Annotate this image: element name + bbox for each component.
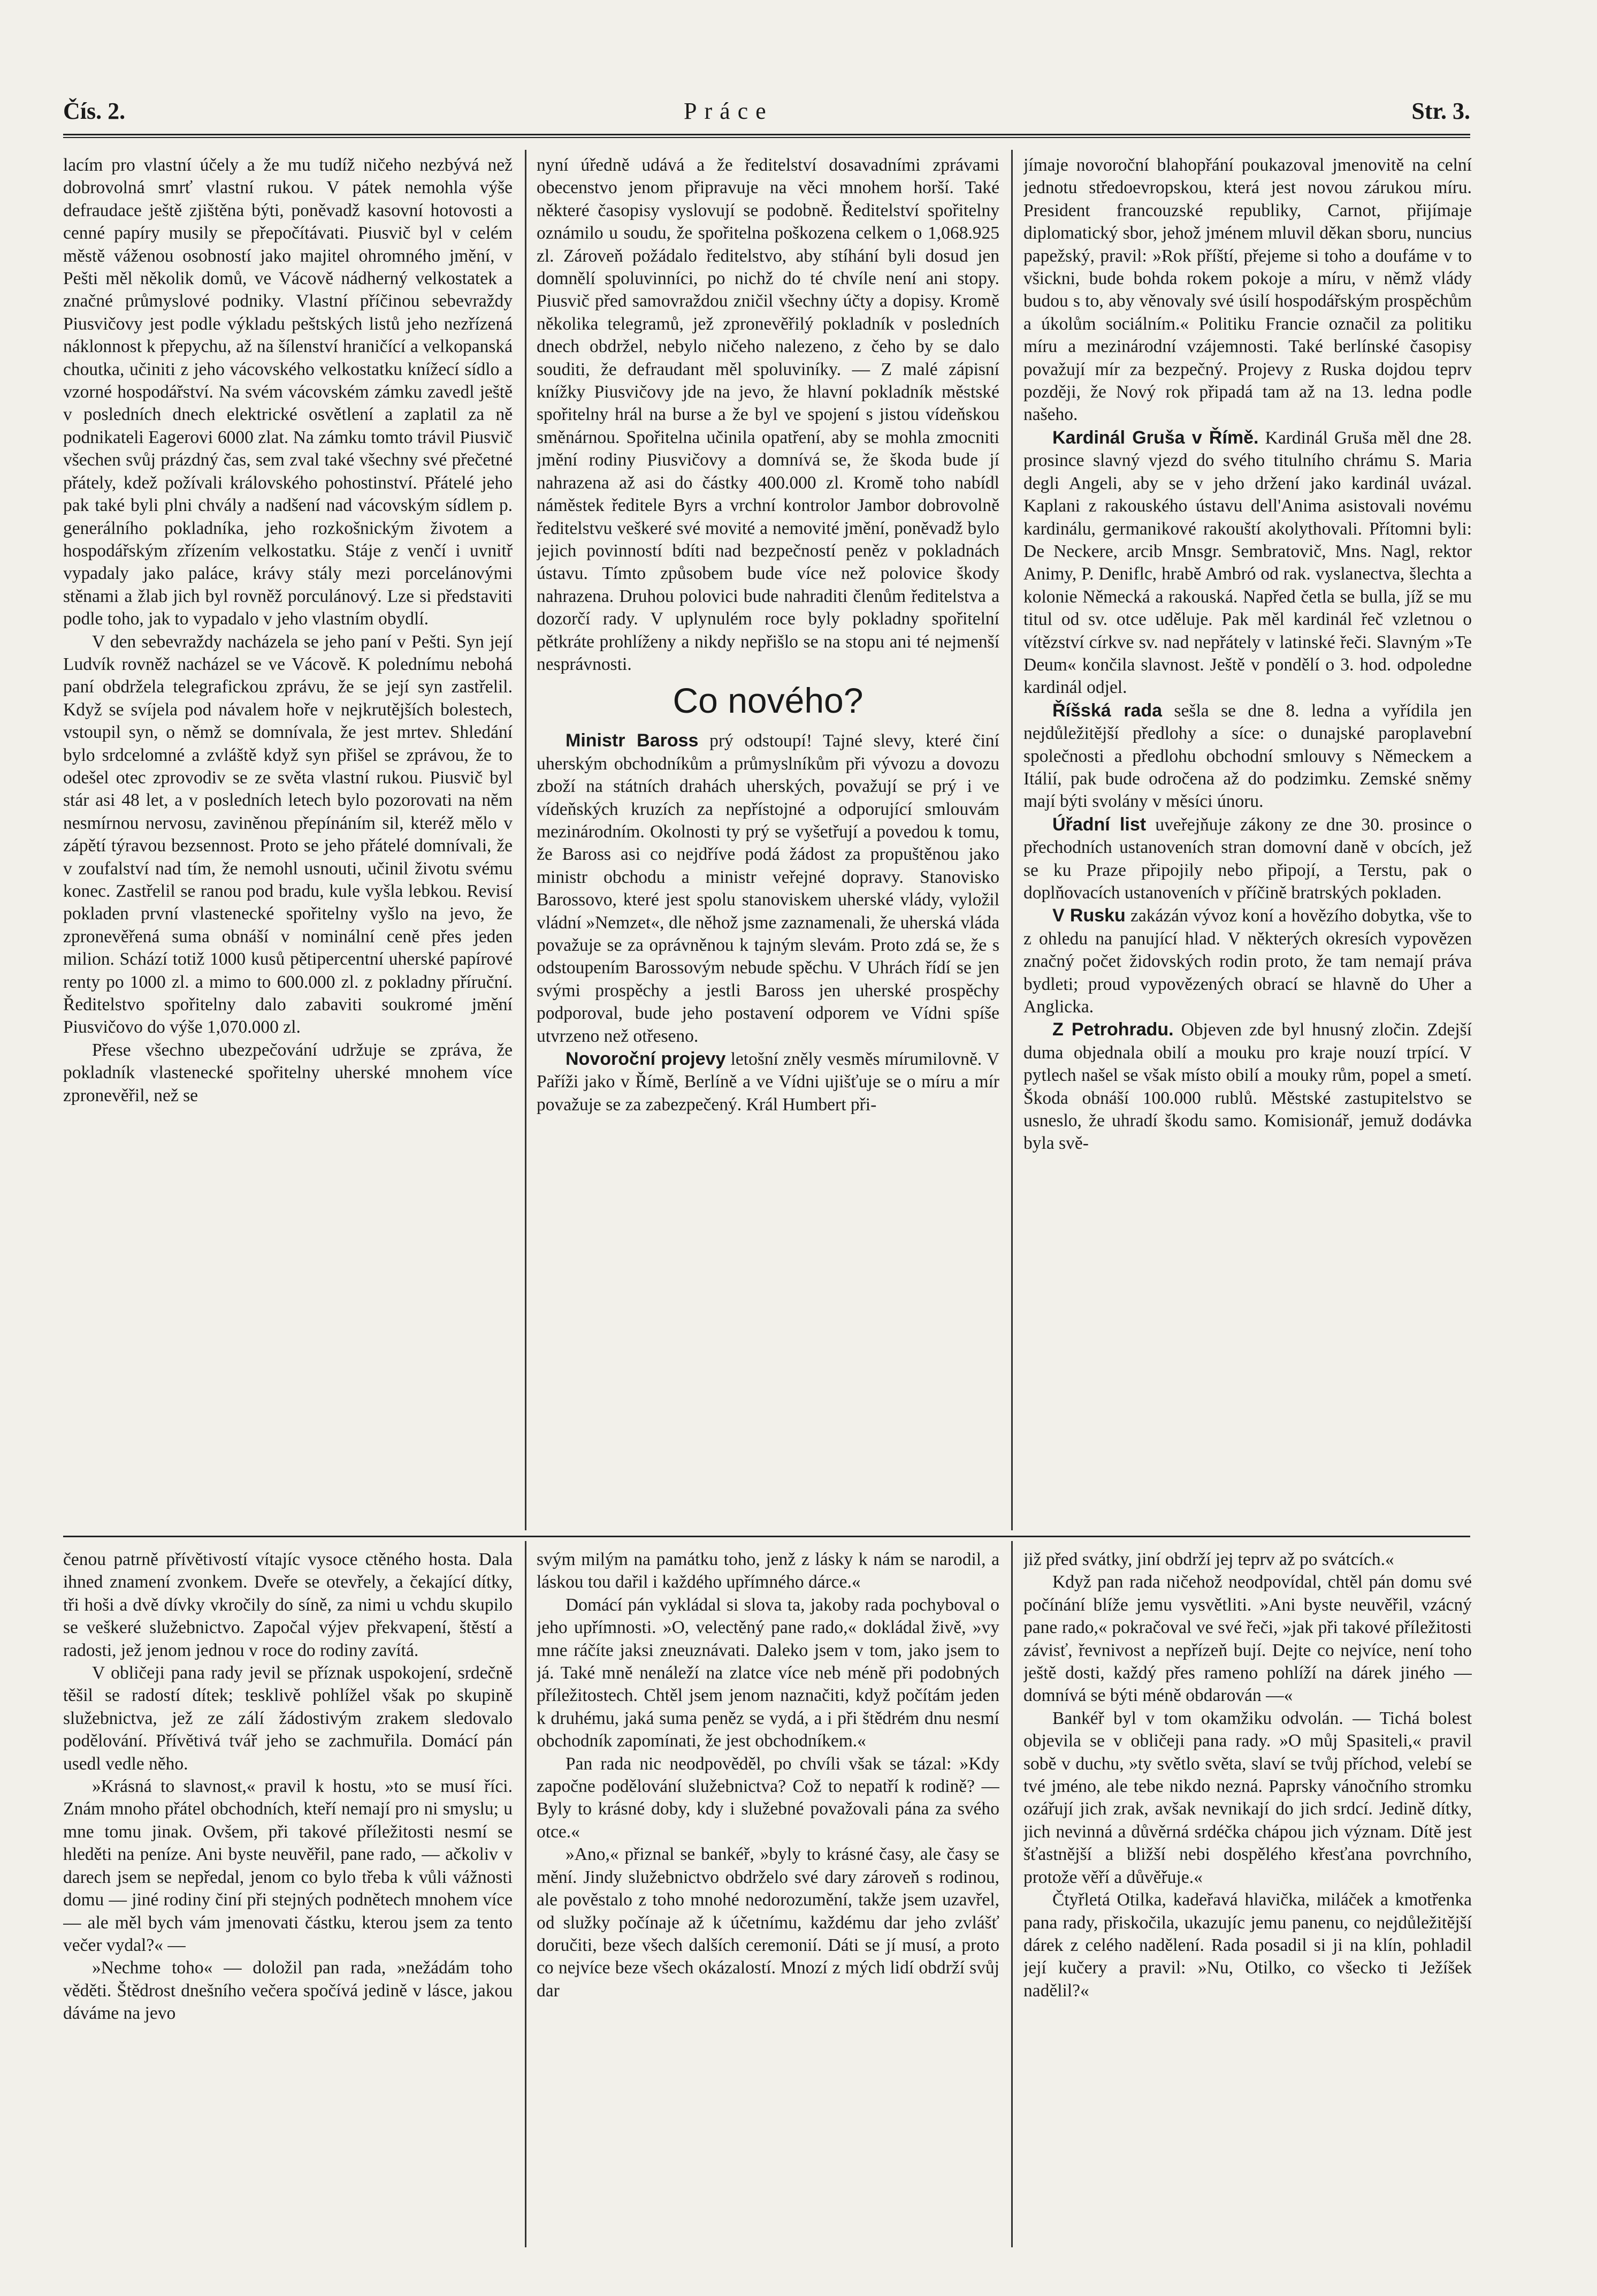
paragraph-text: prý odstoupí! Tajné slevy, které činí uherským obchodníkům a průmyslníkům při vývozu a dovozu zboží na státních drahách uherských, považují se prý i ve vídeňských kruzích za nepřístojné a odporující smlouvám mezinárodním. Okolnosti ty prý se vyšetřují a povedou k tomu, že Baross asi co nejdříve podá žádost za propuštěnou jako ministr obchodu a ministr veřejné dopravy. Stanovisko Barossovo, které jest spolu stanoviskem uherské vlády, vyložil vládní »Nemzet«, dle něhož jsme zaznamenali, že uherská vláda považuje se za oprávněnou k tajným slevám. Proto zdá se, že s odstoupením Barossovým nebude spěchu. V Uhrách řídí se jen svými prospěchy a jestli Baross jen uherské prospěchy podporoval, bude jeho postavení odporem ve Vídni spíše utvrzeno než otřeseno. xyxy=(537,731,999,1046)
paragraph-text: již před svátky, jiní obdrží jej teprv až po svátcích.« xyxy=(1023,1550,1394,1569)
article-paragraph xyxy=(63,1775,513,1957)
paragraph-text: letošní zněly vesměs mírumilovně. V Paříži jako v Římě, Berlíně a ve Vídni ujišťuje se o míru a mír považuje se za zabezpečený. Král Humbert při- xyxy=(537,1049,999,1115)
page-number: Str. 3. xyxy=(1411,98,1470,124)
article-paragraph xyxy=(1023,904,1472,1018)
article-paragraph xyxy=(537,1594,999,1753)
news-headline: Novoroční projevy xyxy=(566,1049,726,1070)
column-divider xyxy=(1011,1541,1013,2247)
header-rule-thin xyxy=(63,137,1470,138)
paragraph-text: V obličeji pana rady jevil se příznak uspokojení, srdečně těšil se radostí dítek; tesklivě pohlížel však po skupině služebnictva, jež ze zálí žádostivým zrakem sledovalo podělování. Přívětivá tvář jeho se zachmuřila. Domácí pán usedl vedle něho. xyxy=(63,1663,513,1774)
article-paragraph xyxy=(63,1039,513,1107)
article-paragraph xyxy=(537,729,999,1048)
article-paragraph xyxy=(1023,813,1472,905)
paragraph-text: Čtyřletá Otilka, kadeřavá hlavička, miláček a kmotřenka pana rady, přiskočila, ukazujíc jemu panenu, co nejdůležitější dárek z celého nadělení. Rada posadil si ji na klín, pohladil její kučery a pravil: »Nu, Otilko, co všecko ti Ježíšek nadělil?« xyxy=(1023,1890,1472,2001)
article-paragraph xyxy=(63,154,513,631)
news-headline: Z Petrohradu. xyxy=(1052,1019,1174,1040)
lower-column-3 xyxy=(1023,1549,1472,2244)
paragraph-text: Přese všechno ubezpečování udržuje se zpráva, že pokladník vlastenecké spořitelny uherské mnohem více zpronevěřil, než se xyxy=(63,1040,513,1105)
paragraph-text: Objeven zde byl hnusný zločin. Zdejší duma objednala obilí a mouku pro kraje nouzí trpící. V pytlech našel se však místo obilí a mouky rům, popel a smetí. Škoda obnáší 100.000 rublů. Městské zastupitelstvo se usneslo, že uhradí škodu samo. Komisionář, jemuž dodávka byla svě- xyxy=(1023,1020,1472,1154)
issue-number: Čís. 2. xyxy=(63,98,126,124)
article-paragraph xyxy=(1023,1549,1472,1571)
header-rule xyxy=(63,134,1470,135)
paragraph-text: Domácí pán vykládal si slova ta, jakoby rada pochyboval o jeho upřímnosti. »O, velectěný pane rado,« dokládal živě, »vy mne ráčíte jaksi zneuznávati. Daleko jsem v tom, jako jsem to já. Také mně nenáleží na zlatce více neb méně při podobných příležitostech. Chtěl jsem jenom naznačiti, když počítám jeden k druhému, jaká suma peněz se vydá, a i při štědrém dnu nesmí obchodník zapomínati, že jest obchodníkem.« xyxy=(537,1595,999,1751)
article-paragraph xyxy=(63,1957,513,2025)
paragraph-text: nyní úředně udává a že ředitelství dosavadními zprávami obecenstvo jenom připravuje na věci mnohem horší. Také některé časopisy vyslovují se podobně. Ředitelství spořitelny oznámilo u soudu, že spořitelna poškozena celkem o 1,068.925 zl. Zároveň požádalo ředitelstvo, aby stíhání byli dosud jen domnělí spoluvinníci, po nichž do té chvíle není ani stopy. Piusvič před samovraždou zničil všechny účty a dopisy. Kromě několika telegramů, jež zpronevěřilý pokladník v posledních dnech obdržel, nebylo ničeho nalezeno, z čeho by se dalo souditi, že defraudant měl spoluviníky. — Z malé zápisní knížky Piusvičovy jde na jevo, že hlavní pokladník městské spořitelny hrál na burse a že byl ve spojení s jistou vídeňskou směnárnou. Spořitelna učinila opatření, aby se mohla zmocniti jmění rodiny Piusvičovy a domnívá se, že škoda bude jí nahrazena až asi do částky 400.000 zl. Kromě toho nabídl náměstek ředitele Byrs a vrchní kontrolor Jambor dobrovolně ředitelstvu veškeré své movité a nemovité jmění, poněvadž bylo jejich povinností bdíti nad bezpečností peněz v pokladnách ústavu. Tímto způsobem bude více než polovice škody nahrazena. Druhou polovici bude nahraditi členům ředitelstva a dozorčí rady. V uplynulém roce byly pokladny spořitelní pětkráte prohlíženy a nikdy nepřišlo se na stopu ani té nejmenší nesprávnosti. xyxy=(537,155,999,674)
paragraph-text: »Krásná to slavnost,« pravil k hostu, »to se musí říci. Znám mnoho přátel obchodních, kteří nemají pro ni smyslu; u mne tomu jinak. Ovšem, při takové příležitosti nesmí se hleděti na peníze. Ani byste neuvěřil, pane rado, — ačkoliv v darech jsem se nepředal, jenom co bylo třeba k vůli vážnosti domu — jiné rodiny činí při stejných podnětech mnohem více — ale měl bych vám jmenovati částku, kterou jsem za tento večer vydal?« — xyxy=(63,1776,513,1955)
column-divider xyxy=(1011,150,1013,1530)
lower-column-2 xyxy=(537,1549,999,2244)
news-headline: Ministr Baross xyxy=(566,730,699,751)
paragraph-text: sešla se dne 8. ledna a vyřídila jen nejdůležitější předlohy a síce: o dunajské paroplavební společnosti a předlohu obchodní smlouvy s Německem a Itálií, pak bude odročena až do podzimku. Zemské sněmy mají býti svolány v měsíci únoru. xyxy=(1023,700,1472,812)
article-paragraph xyxy=(1023,1018,1472,1155)
article-paragraph xyxy=(537,1843,999,2002)
news-headline: Říšská rada xyxy=(1052,700,1163,721)
article-paragraph xyxy=(1023,1571,1472,1707)
article-paragraph xyxy=(1023,699,1472,813)
paragraph-text: Bankéř byl v tom okamžiku odvolán. — Tichá bolest objevila se v obličeji pana rady. »O můj Spasiteli,« pravil sobě v duchu, »ty světlo světa, slaví se tvůj příchod, velebí se tvé jméno, ale tebe nikdo nezná. Paprsky vánočního stromku ozářují jich zrak, avšak nevnikají do jich srdcí. Jedině dítky, jich nevinná a důvěrná srdéčka chápou jich význam. Dítě jest šťastnější a bližší nebi dospělého křesťana povrchního, protože věří a důvěřuje.« xyxy=(1023,1708,1472,1887)
paragraph-text: Pan rada nic neodpověděl, po chvíli však se tázal: »Kdy započne podělování služebnictva? Což to nepatří k rodině? — Byly to krásné doby, kdy i služebné považovali pána za svého otce.« xyxy=(537,1753,999,1842)
paragraph-text: »Ano,« přiznal se bankéř, »byly to krásné časy, ale časy se mění. Jindy služebnictvo obdrželo své dary zároveň s rodinou, ale pověstalo z toho mnohé nedorozumění, takže jsem uzavřel, od služky počínaje až k účetnímu, každému dar jeho zvlášť doručiti, beze všech dalších ceremonií. Dáti se jí musí, a proto co nejvíce beze všech okázalostí. Mnozí z mých lidí obdrží svůj dar xyxy=(537,1844,999,2001)
article-paragraph xyxy=(1023,154,1472,426)
article-paragraph xyxy=(537,1048,999,1116)
paragraph-text: jímaje novoroční blahopřání poukazoval jmenovitě na celní jednotu středoevropskou, která jest novou zárukou míru. President francouzské republiky, Carnot, přijímaje diplomatický sbor, jehož jménem mluvil děkan sboru, nuncius papežský, pravil: »Rok příští, přejeme si toho a doufáme v to všickni, bude bohda rokem pokoje a míru, v němž vlády budou s to, aby věnovaly své úsilí hospodářským prospěchům a úkolům sociálním.« Politiku Francie označil za politiku míru a mezinárodní vzájemnosti. Také berlínské časopisy považují mír za bezpečný. Projevy z Ruska dojdou teprv později, že Nový rok připadá tam až na 13. ledna podle našeho. xyxy=(1023,155,1472,425)
article-paragraph xyxy=(1023,1889,1472,2002)
article-paragraph xyxy=(537,154,999,676)
paragraph-text: uveřejňuje zákony ze dne 30. prosince o přechodních ustanoveních stran domovní daně v obcích, jež se ku Praze připojily nebo připojí, a Terstu, pak o doplňovacích ustanoveních v příčině bratrských pokladen. xyxy=(1023,814,1472,903)
paragraph-text: Když pan rada ničehož neodpovídal, chtěl pán domu své počínání blíže jemu vysvětliti. »Ani byste neuvěřil, vzácný pane rado,« pokračoval ve své řeči, »jak při takové příležitosti závisť, řevnivost a nepřízeň bují. Dejte co nejvíce, není toho ještě dosti, každý přes rameno pohlíží na dárek jiného — domnívá se býti méně obdarován —« xyxy=(1023,1572,1472,1706)
news-headline: V Rusku xyxy=(1052,905,1126,926)
newspaper-title: Práce xyxy=(684,98,774,124)
article-paragraph xyxy=(63,631,513,1039)
article-paragraph xyxy=(537,1549,999,1594)
article-paragraph xyxy=(1023,1707,1472,1889)
upper-column-1 xyxy=(63,154,513,1529)
paragraph-text: V den sebevraždy nacházela se jeho paní v Pešti. Syn její Ludvík rovněž nacházel se ve Vácově. K polednímu nebohá paní obdržela telegrafickou zprávu, že se její syn zastřelil. Když se svíjela pod návalem hoře v nejkrutějších bolestech, vstoupil syn, o němž se domnívala, že jest mrtev. Shledání bylo srdcelomné a zvláště když syn přišel se zprávou, že to odešel otec zprovodiv se ze světa vlastní rukou. Piusvič byl stár asi 48 let, a v posledních letech bylo pozorovati na něm nesmírnou nervosu, zaviněnou přepínáním sil, kteréž mělo v zápětí týravou bezsennost. Proto se jeho přátelé domnívali, že v zoufalství nad tím, že nemohl usnouti, učinil životu svému konec. Zastřelil se ranou pod bradu, kule vyšla lebkou. Revisí pokladen první vlastenecké spořitelny vyšlo na jevo, že zpronevěřená suma obnáší v nominální ceně přes jeden milion. Schází totiž 1000 kusů pětipercentní uherské papírové renty po 1000 zl. a mimo to 600.000 zl. z pokladny příruční. Ředitelstvo spořitelny dalo zabaviti soukromé jmění Piusvičovo do výše 1,070.000 zl. xyxy=(63,631,513,1038)
article-paragraph xyxy=(63,1662,513,1775)
column-divider xyxy=(525,1541,526,2247)
section-title: Co nového? xyxy=(673,681,864,721)
article-paragraph xyxy=(537,1753,999,1844)
paragraph-text: zakázán vývoz koní a hovězího dobytka, vše to z ohledu na panující hlad. V některých okresích vypovězen značný počet židovských rodin proto, že tam nemají práva bydleti; proud vypovězených obrací se hlavně do Uher a Anglicka. xyxy=(1023,906,1472,1017)
page-header xyxy=(63,97,1470,129)
lower-column-1 xyxy=(63,1549,513,2244)
paragraph-text: »Nechme toho« — doložil pan rada, »nežádám toho věděti. Štědrost dnešního večera spočívá jedině v lásce, jakou dáváme na jevo xyxy=(63,1958,513,2024)
upper-column-2 xyxy=(537,154,999,1529)
paragraph-text: čenou patrně přívětivostí vítajíc vysoce ctěného hosta. Dala ihned znamení zvonkem. Dveře se otevřely, a čekající dítky, tři hoši a dvě dívky vkročily do síně, za nimi u vchdu skupilo se veškeré služebnictvo. Započal výjev překvapení, štěstí a radosti, jež jenom jednou v roce do rodiny zavítá. xyxy=(63,1550,513,1660)
news-headline: Kardinál Gruša v Římě. xyxy=(1052,427,1259,448)
paragraph-text: Kardinál Gruša měl dne 28. prosince slavný vjezd do svého titulního chrámu S. Maria degli Angeli, aby se v jeho držení jako kardinál uvázal. Kaplani z rakouského ústavu dell'Anima asistovali novému kardinálu, germanikové rakouští akolythovali. Přítomni byli: De Neckere, arcib Mnsgr. Sembratovič, Mns. Nagl, rektor Animy, P. Deniflc, hrabě Ambró od rak. vyslanectva, šlechta a kolonie Německá a rakouská. Napřed četla se bulla, jíž se mu titul od sv. otce uděluje. Pak měl kardinál řeč vzletnou o vítězství církve sv. nad nepřátely v latinské řeči. Slavným »Te Deum« končila slavnost. Ještě v pondělí o 3. hod. odpoledne kardinál odjel. xyxy=(1023,428,1472,698)
article-paragraph xyxy=(63,1549,513,1662)
column-divider xyxy=(525,150,526,1530)
article-paragraph xyxy=(1023,426,1472,699)
paragraph-text: lacím pro vlastní účely a že mu tudíž ničeho nezbývá než dobrovolná smrť vlastní rukou. V pátek nemohla výše defraudace ještě zjištěna býti, poněvadž kasovní hotovosti a cenné papíry musily se přepočítávati. Piusvič byl v celém městě váženou osobností jako majitel ohromného jmění, v Pešti měl několik domů, ve Vácově nádherný velkostatek a značné průmyslové podniky. Vlastní příčinou sebevraždy Piusvičovy jest podle výkladu peštských listů jeho nezřízená náklonnost k přepychu, až na šílenství hraničící a velkopanská choutka, učiniti z jeho vácovského velkostatku knížecí sídlo a vzorné hospodářství. Na svém vácovském zámku zavedl ještě v posledních dnech elektrické osvětlení a zaplatil za ně podnikateli Eagerovi 6000 zlat. Na zámku tomto trávil Piusvič všechen svůj prázdný čas, sem zval také všechny své přečetné přátely, kdež požívali královského pohostinství. Přátelé jeho pak také byli plni chvály a nadšení nad vácovským sídlem p. generálního pokladníka, jeho rozkošnickým životem a hospodářským zřízením velkostatku. Stáje z venčí i uvnitř vypadaly jako paláce, krávy stály mezi porcelánovými stěnami a žlab jich byl rovněž porculánový. Lze si představiti podle toho, jak to vypadalo v jeho vlastním obydlí. xyxy=(63,155,513,629)
news-headline: Úřadní list xyxy=(1052,814,1147,835)
paragraph-text: svým milým na památku toho, jenž z lásky k nám se narodil, a láskou tou dařil i každého upřímného dárce.« xyxy=(537,1550,999,1592)
band-separator xyxy=(63,1536,1470,1537)
upper-column-3 xyxy=(1023,154,1472,1529)
